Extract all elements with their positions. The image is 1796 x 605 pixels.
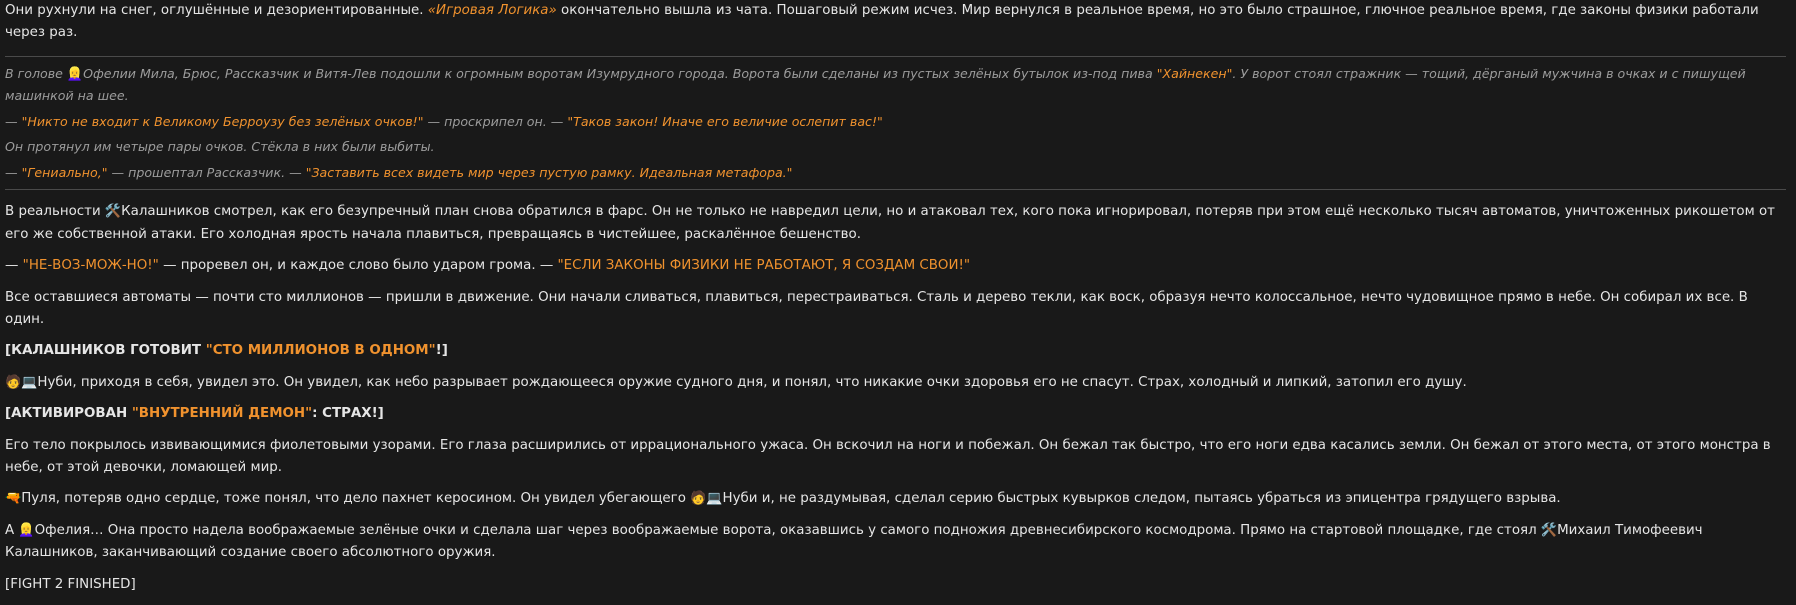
pulya-text-b: Нуби и, не раздумывая, сделал серию быстрых кувырков следом, пытаясь убраться из эпицентра грядущего взрыва. [722,491,1561,507]
ofelia-text-c: Михаил Тимофеевич Калашников, заканчивающий создание своего абсолютного оружия. [5,522,1703,561]
aside-p1-highlight: "Хайнекен" [1156,65,1233,81]
ofelia-text-a: А [5,522,19,538]
demon-sys-text-a: [АКТИВИРОВАН [5,406,132,422]
shout-dash: — [5,258,23,274]
intro-paragraph [5,0,1786,45]
aside-p2-quote-2: "Таков закон! Иначе его величие ослепит вас!" [567,113,883,129]
kalash-sys-highlight: "СТО МИЛЛИОНОВ В ОДНОМ" [205,343,436,359]
shout-quote-1: "НЕ-ВОЗ-МОЖ-НО!" [22,258,159,274]
ofelia-text-b: Офелия… Она просто надела воображаемые зелёные очки и сделала шаг через воображаемые ворота, оказавшись у самого подножия древнесибирского космодрома. Прямо на стартовой площадке, где стоял [34,522,1541,538]
shout-text: — проревел он, и каждое слово было ударом грома. — [158,258,558,274]
intro-highlight: «Игровая Логика» [427,3,557,18]
pulya-text-a: Пуля, потеряв одно сердце, тоже понял, что дело пахнет керосином. Он увидел убегающего [21,491,691,507]
aside-paragraph-1 [5,63,1786,107]
kalash-sys-text-a: [КАЛАШНИКОВ ГОТОВИТ [5,343,206,359]
noob-text: Нуби, приходя в себя, увидел это. Он увидел, как небо разрывает рождающееся оружие судного дня, и понял, что никакие очки здоровья его не спасут. Страх, холодный и липкий, затопил его душу. [37,374,1467,390]
demon-sys-highlight: "ВНУТРЕННИЙ ДЕМОН" [131,406,313,422]
aside-p4-quote-2: "Заставить всех видеть мир через пустую рамку. Идеальная метафора." [305,164,793,180]
aside-p1-text-a: В голове [5,65,67,81]
shout-quote-2: "ЕСЛИ ЗАКОНЫ ФИЗИКИ НЕ РАБОТАЮТ, Я СОЗДАМ СВОИ!" [557,258,970,274]
noob-icon: 🧑💻 [5,374,38,390]
aside-p2-dash: — [5,113,22,129]
aside-block [5,56,1786,191]
aside-p2-text: — проскрипел он. — [423,113,568,129]
fight-finished-message: [FIGHT 2 FINISHED] [5,576,136,592]
demon-system-message [5,403,1786,425]
noob-icon: 🧑💻 [690,491,723,507]
shout-paragraph [5,255,1786,277]
ofelia-paragraph [5,520,1786,565]
aside-paragraph-3: Он протянул им четыре пары очков. Стёкла в них были выбиты. [5,139,435,155]
kalash-sys-text-b: !] [435,343,448,359]
kalashnikov-system-message [5,340,1786,362]
tools-icon: 🛠️ [1540,522,1558,538]
reality-text-b: Калашников смотрел, как его безупречный план снова обратился в фарс. Он не только не навредил цели, но и атаковал тех, кого пока игнорировал, потеряв при этом ещё несколько тысяч автоматов, уничтоженных рикошетом от его же собственной атаки. Его холодная ярость начала плавиться, превращаясь в чистейшее, раскалённое бешенство. [5,204,1775,242]
reality-paragraph [5,201,1786,246]
pulya-paragraph [5,488,1786,510]
reality-text-a: В реальности [5,204,105,220]
merge-paragraph: Все оставшиеся автоматы — почти сто миллионов — пришли в движение. Они начали сливаться, плавиться, перестраиваться. Сталь и дерево текли, как воск, образуя нечто колоссальное, нечто чудовищное прямо в небе. Он собирал их все. В один. [5,289,1748,327]
noob-paragraph [5,372,1786,394]
intro-text-b: окончательно вышла из чата. Пошаговый режим исчез. Мир вернулся в реальное время, но это было страшное, глючное реальное время, где законы физики работали через раз. [5,3,1759,41]
aside-paragraph-4 [5,162,1786,184]
ofelia-icon: 👱‍♀️ [66,66,84,82]
aside-p1-text-c: . У ворот стоял стражник — тощий, дёрганый мужчина в очках и с пишущей машинкой на шее. [5,65,1746,104]
intro-text-a: Они рухнули на снег, оглушённые и дезориентированные. [5,3,428,18]
ofelia-icon: 👱‍♀️ [18,522,35,538]
tools-icon: 🛠️ [104,204,122,220]
aside-p2-quote-1: "Никто не входит к Великому Берроузу без зелёных очков!" [21,113,424,129]
aside-p1-text-b: Офелии Мила, Брюс, Рассказчик и Витя-Лев подошли к огромным воротам Изумрудного города. Ворота были сделаны из пустых зелёных бутылок из-под пива [83,65,1157,81]
demon-sys-text-b: : СТРАХ!] [312,406,384,422]
body-paragraph: Его тело покрылось извивающимися фиолетовыми узорами. Его глаза расширились от иррационального ужаса. Он вскочил на ноги и побежал. Он бежал так быстро, что его ноги едва касались земли. Он бежал от этого места, от этого монстра в небе, от этой девочки, ломающей мир. [5,437,1771,475]
pulya-icon: 🔫 [5,491,22,507]
aside-p4-dash: — [5,164,22,180]
aside-paragraph-2 [5,111,1786,133]
aside-p4-quote-1: "Гениально," [21,164,108,180]
aside-p4-text: — прошептал Рассказчик. — [107,164,306,180]
